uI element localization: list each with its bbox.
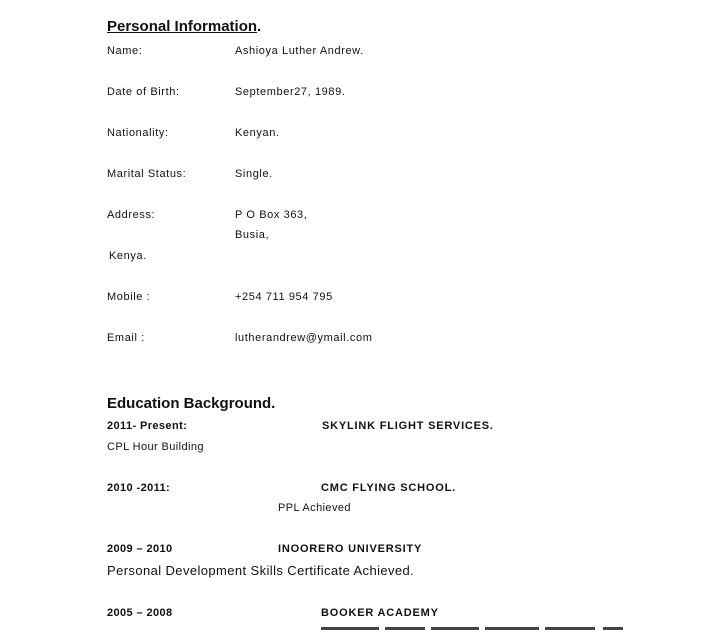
marital-status-label: Marital Status: xyxy=(107,168,187,180)
address-label: Address: xyxy=(107,209,156,221)
edu-entry-2-note: PPL Achieved xyxy=(278,502,351,514)
edu-entry-1-years: 2011- Present: xyxy=(107,420,188,432)
dob-label: Date of Birth: xyxy=(107,86,180,98)
name-label: Name: xyxy=(107,45,143,57)
mobile-value: +254 711 954 795 xyxy=(235,291,333,303)
edu-entry-2-institution: CMC FLYING SCHOOL. xyxy=(321,482,456,494)
address-line-1: P O Box 363, xyxy=(235,209,308,221)
cut-off-text-line xyxy=(321,624,631,630)
address-line-2: Busia, xyxy=(235,229,270,241)
edu-entry-3-note: Personal Development Skills Certificate Achieved. xyxy=(107,563,415,578)
edu-entry-2-years: 2010 -2011: xyxy=(107,482,171,494)
nationality-value: Kenyan. xyxy=(235,127,280,139)
edu-entry-4-years: 2005 – 2008 xyxy=(107,607,173,619)
name-value: Ashioya Luther Andrew. xyxy=(235,45,364,57)
edu-entry-1-institution: SKYLINK FLIGHT SERVICES. xyxy=(322,420,494,432)
edu-entry-1-note: CPL Hour Building xyxy=(107,441,204,453)
personal-info-heading xyxy=(107,18,261,35)
nationality-label: Nationality: xyxy=(107,127,169,139)
personal-info-title-suffix: . xyxy=(257,18,262,35)
mobile-label: Mobile : xyxy=(107,291,151,303)
marital-status-value: Single. xyxy=(235,168,273,180)
email-label: Email : xyxy=(107,332,145,344)
email-value: lutherandrew@ymail.com xyxy=(235,332,373,344)
edu-entry-4-institution: BOOKER ACADEMY xyxy=(321,607,439,619)
address-line-3: Kenya. xyxy=(109,250,147,262)
personal-info-title: Personal Information xyxy=(107,18,258,35)
edu-entry-3-institution: INOORERO UNIVERSITY xyxy=(278,543,423,555)
edu-entry-3-years: 2009 – 2010 xyxy=(107,543,173,555)
education-heading: Education Background. xyxy=(107,395,276,412)
dob-value: September27, 1989. xyxy=(235,86,346,98)
